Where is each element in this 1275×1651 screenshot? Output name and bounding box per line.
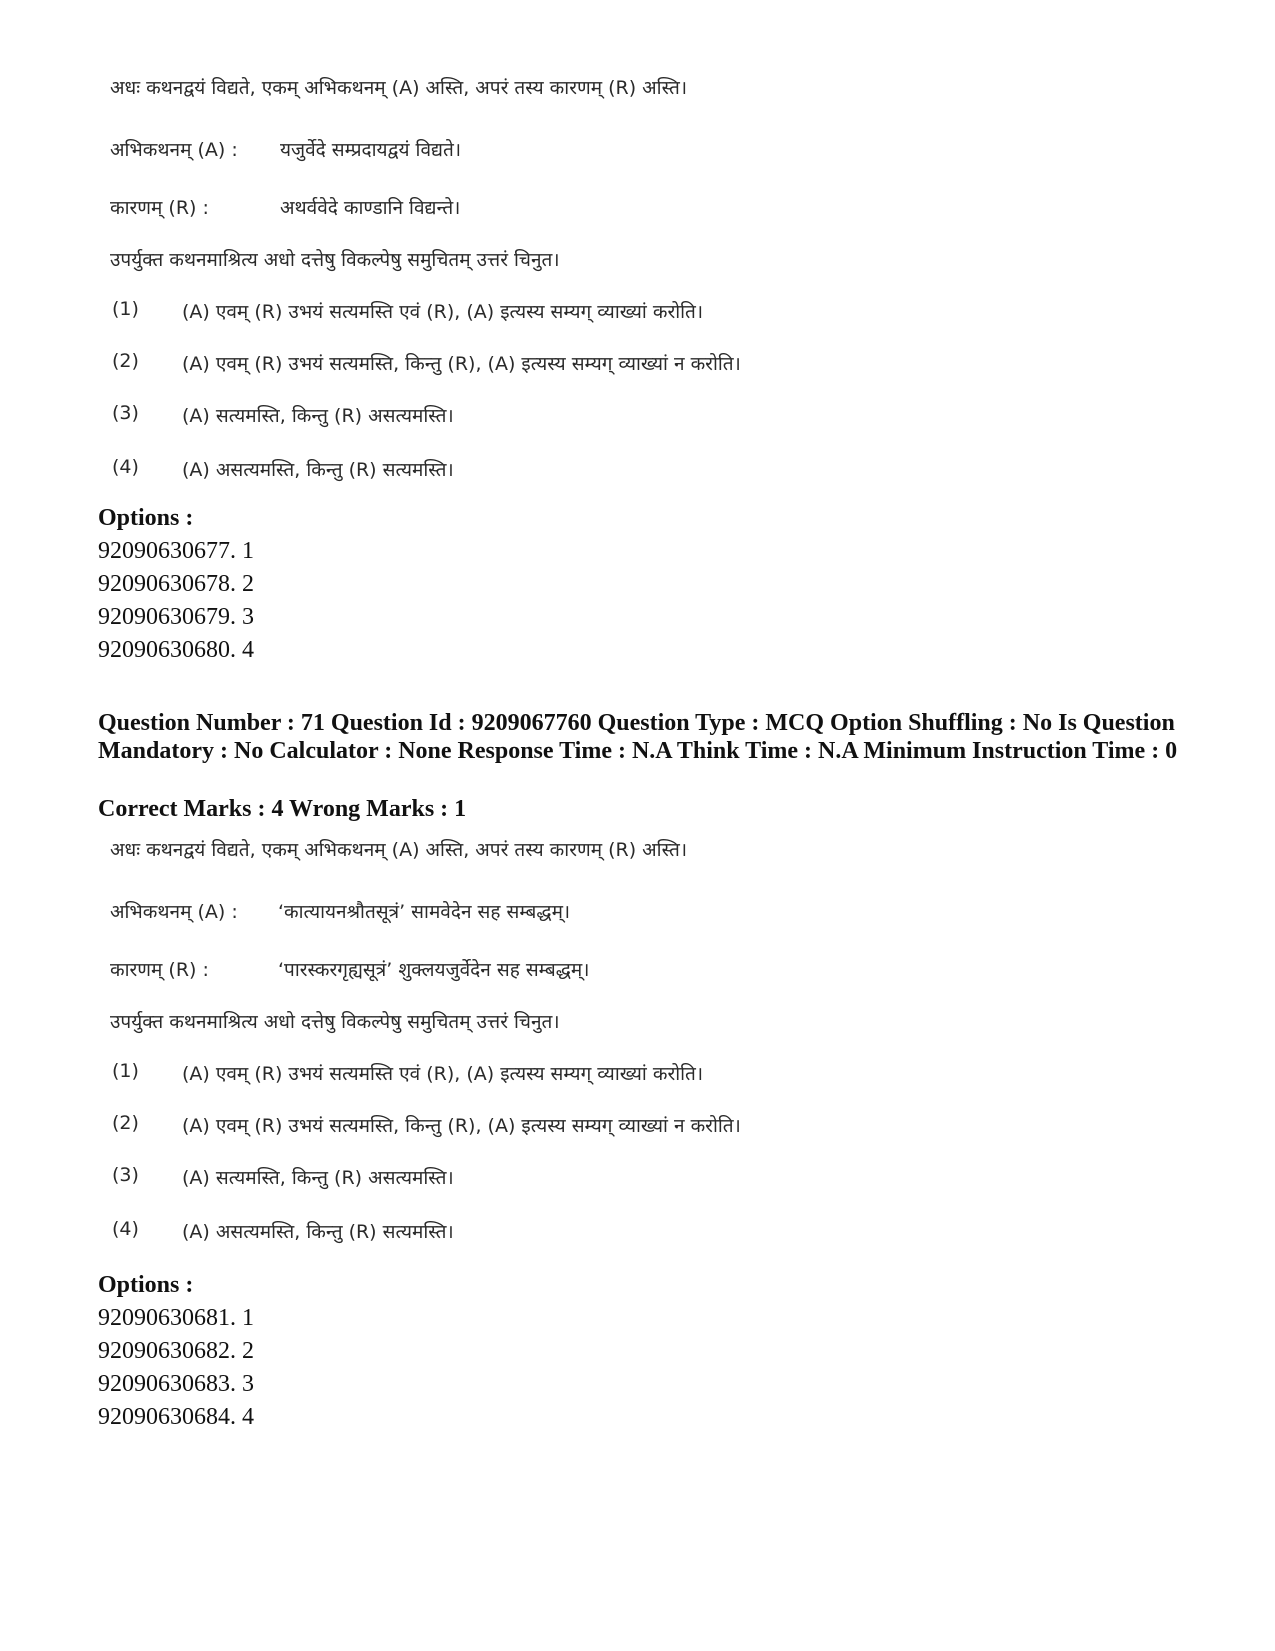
q71-option-item: 92090630682. 2 xyxy=(98,1338,254,1364)
q71-choice-number: (2) xyxy=(112,1112,139,1134)
q71-choice-text: (A) सत्यमस्ति, किन्तु (R) असत्यमस्ति। xyxy=(182,1167,454,1189)
q71-choice-number: (3) xyxy=(112,1164,139,1186)
q70-option-item: 92090630677. 1 xyxy=(98,538,254,564)
q70-choice-text: (A) असत्यमस्ति, किन्तु (R) सत्यमस्ति। xyxy=(182,459,454,481)
q70-choice-text: (A) एवम् (R) उभयं सत्यमस्ति, किन्तु (R), (A) इत्यस्य सम्यग् व्याख्यां न करोति। xyxy=(182,353,741,375)
q71-question-image xyxy=(100,834,860,1254)
q71-option-item: 92090630684. 4 xyxy=(98,1404,254,1430)
q71-option-item: 92090630681. 1 xyxy=(98,1305,254,1331)
q71-choice-text: (A) असत्यमस्ति, किन्तु (R) सत्यमस्ति। xyxy=(182,1221,454,1243)
q70-assertion-label: अभिकथनम् (A) : xyxy=(110,139,238,161)
q71-assertion-text: ‘कात्यायनश्रौतसूत्रं’ सामवेदेन सह सम्बद्धम्। xyxy=(278,901,571,923)
q71-choice-text: (A) एवम् (R) उभयं सत्यमस्ति, किन्तु (R), (A) इत्यस्य सम्यग् व्याख्यां न करोति। xyxy=(182,1115,741,1137)
q70-option-item: 92090630679. 3 xyxy=(98,604,254,630)
q70-options-heading: Options : xyxy=(98,505,194,531)
q71-options-heading: Options : xyxy=(98,1272,194,1298)
q70-choice-text: (A) एवम् (R) उभयं सत्यमस्ति एवं (R), (A) इत्यस्य सम्यग् व्याख्यां करोति। xyxy=(182,301,704,323)
q70-reason-text: अथर्ववेदे काण्डानि विद्यन्ते। xyxy=(280,197,461,219)
q70-assertion-text: यजुर्वेदे सम्प्रदायद्वयं विद्यते। xyxy=(280,139,462,161)
q70-choice-number: (2) xyxy=(112,350,139,372)
q71-choice-number: (1) xyxy=(112,1060,139,1082)
q70-question-image xyxy=(100,70,860,490)
q71-reason-label: कारणम् (R) : xyxy=(110,959,209,981)
q70-option-item: 92090630680. 4 xyxy=(98,637,254,663)
q71-assertion-label: अभिकथनम् (A) : xyxy=(110,901,238,923)
q71-intro: अधः कथनद्वयं विद्यते, एकम् अभिकथनम् (A) अस्ति, अपरं तस्य कारणम् (R) अस्ति। xyxy=(110,839,688,861)
q70-intro: अधः कथनद्वयं विद्यते, एकम् अभिकथनम् (A) अस्ति, अपरं तस्य कारणम् (R) अस्ति। xyxy=(110,77,688,99)
q71-choice-number: (4) xyxy=(112,1218,139,1240)
q70-choice-number: (4) xyxy=(112,456,139,478)
q70-instruction: उपर्युक्त कथनमाश्रित्य अधो दत्तेषु विकल्पेषु समुचितम् उत्तरं चिनुत। xyxy=(110,249,560,271)
q70-reason-label: कारणम् (R) : xyxy=(110,197,209,219)
q70-choice-number: (1) xyxy=(112,298,139,320)
q70-option-item: 92090630678. 2 xyxy=(98,571,254,597)
q70-choice-number: (3) xyxy=(112,402,139,424)
q71-option-item: 92090630683. 3 xyxy=(98,1371,254,1397)
q71-marks: Correct Marks : 4 Wrong Marks : 1 xyxy=(98,796,467,822)
q71-instruction: उपर्युक्त कथनमाश्रित्य अधो दत्तेषु विकल्पेषु समुचितम् उत्तरं चिनुत। xyxy=(110,1011,560,1033)
q70-choice-text: (A) सत्यमस्ति, किन्तु (R) असत्यमस्ति। xyxy=(182,405,454,427)
q71-question-meta: Question Number : 71 Question Id : 9209067760 Question Type : MCQ Option Shuffling : No Is Question Mandatory : No Calculator : None Response Time : N.A Think Time : N.A Minimum Instruction Time : 0 xyxy=(98,710,1178,764)
q71-choice-text: (A) एवम् (R) उभयं सत्यमस्ति एवं (R), (A) इत्यस्य सम्यग् व्याख्यां करोति। xyxy=(182,1063,704,1085)
q71-reason-text: ‘पारस्करगृह्यसूत्रं’ शुक्लयजुर्वेदेन सह सम्बद्धम्। xyxy=(278,959,590,981)
